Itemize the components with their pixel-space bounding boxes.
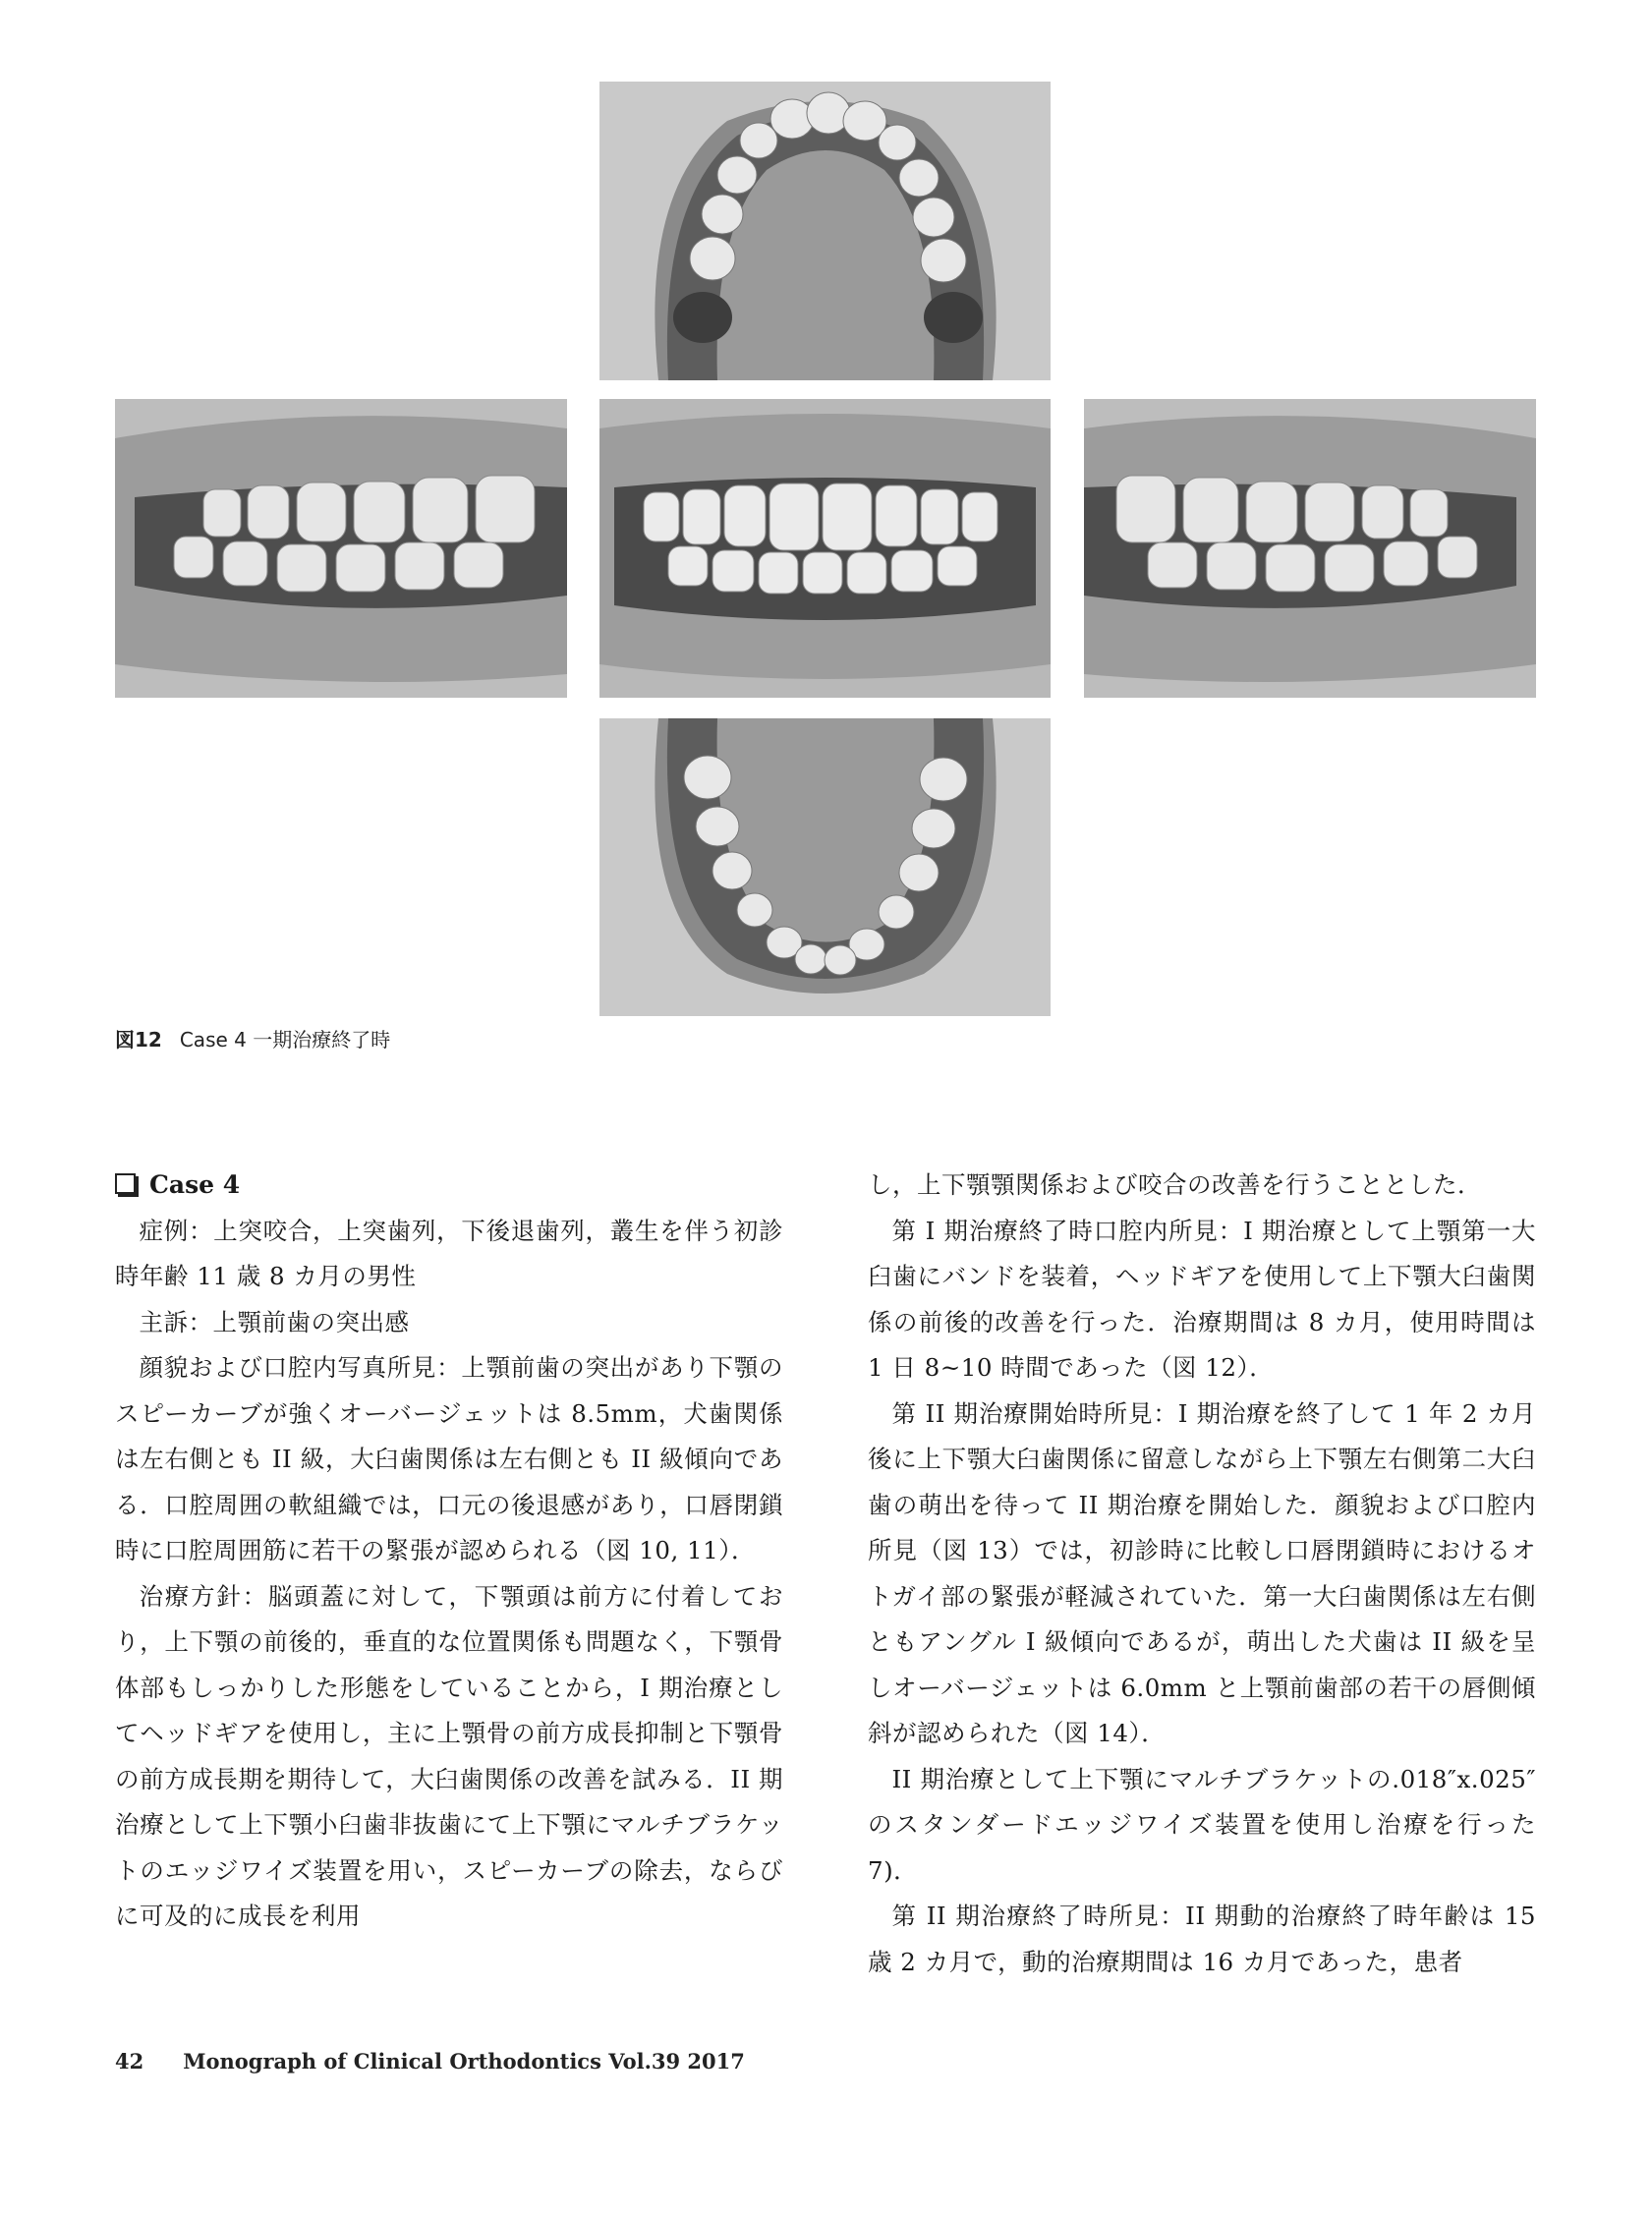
figure-caption-text: Case 4 一期治療終了時 [179, 1028, 391, 1051]
right-text-column [868, 1163, 1536, 1985]
paragraph-phase2-end: 第 II 期治療終了時所見：II 期動的治療終了時年齢は 15 歳 2 カ月で，動的治療期間は 16 カ月であった，患者 [868, 1902, 1536, 1976]
figure-caption [115, 1026, 390, 1053]
checkbox-bullet-icon [115, 1173, 136, 1194]
upper-occlusal-photo [599, 82, 1051, 380]
section-heading [115, 1163, 783, 1209]
lower-occlusal-photo [599, 718, 1051, 1016]
paragraph-findings: 顔貌および口腔内写真所見：上顎前歯の突出があり下顎のスピーカーブが強くオーバージェットは 8.5mm，犬歯関係は左右側とも II 級，大臼歯関係は左右側とも II 級傾向である．口腔周囲の軟組織では，口元の後退感があり，口唇閉鎖時に口腔周囲筋に若干の緊張が認められる（図 10, 11）． [115, 1353, 783, 1564]
paragraph-treatment-plan: 治療方針：脳頭蓋に対して，下顎頭は前方に付着しており，上下顎の前後的，垂直的な位置関係も問題なく，下顎骨体部もしっかりした形態をしていることから，I 期治療としてヘッドギアを使用し，主に上顎骨の前方成長抑制と下顎骨の前方成長期を期待して，大臼歯関係の改善を試みる．II 期治療として上下顎小臼歯非抜歯にて上下顎にマルチブラケットのエッジワイズ装置を用い，スピーカーブの除去，ならびに可及的に成長を利用 [115, 1581, 783, 1930]
paragraph-symptoms: 症例：上突咬合，上突歯列，下後退歯列，叢生を伴う初診時年齢 11 歳 8 カ月の男性 [115, 1216, 783, 1290]
paragraph-continuation: し，上下顎顎関係および咬合の改善を行うこととした． [868, 1170, 1482, 1199]
paragraph-phase2-treatment: II 期治療として上下顎にマルチブラケットの.018″x.025″のスタンダードエッジワイズ装置を使用し治療を行った 7)． [868, 1764, 1536, 1885]
paragraph-phase2-start: 第 II 期治療開始時所見：I 期治療を終了して 1 年 2 カ月後に上下顎大臼歯関係に留意しながら上下顎左右側第二大臼歯の萌出を待って II 期治療を開始した．顔貌および口腔内所見（図 13）では，初診時に比較し口唇閉鎖時におけるオトガイ部の緊張が軽減されていた．第一大臼歯関係は左右側ともアングル I 級傾向であるが，萌出した犬歯は II 級を呈しオーバージェットは 6.0mm と上顎前歯部の若干の唇側傾斜が認められた（図 14）． [868, 1398, 1536, 1747]
paragraph-phase1-end: 第 I 期治療終了時口腔内所見：I 期治療として上顎第一大臼歯にバンドを装着，ヘッドギアを使用して上下顎大臼歯関係の前後的改善を行った．治療期間は 8 カ月，使用時間は 1 日 8~10 時間であった（図 12）． [868, 1216, 1536, 1382]
frontal-photo [599, 399, 1051, 698]
paragraph-chief-complaint: 主訴：上顎前歯の突出感 [139, 1307, 410, 1336]
figure-number: 図12 [115, 1028, 162, 1051]
left-text-column [115, 1163, 783, 1940]
case-heading-text: Case 4 [149, 1170, 241, 1199]
journal-title: Monograph of Clinical Orthodontics Vol.39 2017 [183, 2049, 745, 2074]
right-lateral-photo [115, 399, 567, 698]
page-number: 42 [115, 2049, 144, 2074]
page-footer [115, 2047, 745, 2076]
left-lateral-photo [1084, 399, 1536, 698]
